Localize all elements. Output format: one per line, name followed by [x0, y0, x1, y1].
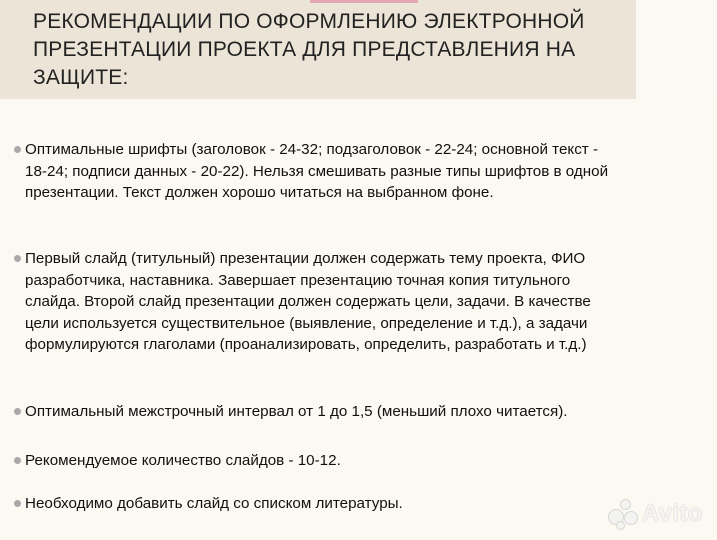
list-item	[14, 493, 614, 515]
list-item	[14, 139, 614, 204]
bullet-icon	[14, 146, 21, 153]
watermark-text: Avito	[642, 500, 703, 527]
bullet-icon	[14, 255, 21, 262]
avito-logo-icon	[608, 499, 638, 529]
list-item	[14, 450, 614, 472]
list-item	[14, 248, 614, 356]
list-item-text: Первый слайд (титульный) презентации должен содержать тему проекта, ФИО разработчика, наставника. Завершает презентацию точная копия титульного слайда. Второй слайд презентации должен содержать цели, задачи. В качестве цели используется существительное (выявление, определение и т.д.), а задачи формулируются глаголами (проанализировать, определить, разработать и т.д.)	[25, 250, 591, 353]
list-item-text: Оптимальные шрифты (заголовок - 24-32; подзаголовок - 22-24; основной текст - 18-24; подписи данных - 20-22). Нельзя смешивать разные типы шрифтов в одной презентации. Текст должен хорошо читаться на выбранном фоне.	[25, 141, 609, 201]
bullet-icon	[14, 500, 21, 507]
top-accent-bar	[310, 0, 418, 3]
slide-title: РЕКОМЕНДАЦИИ ПО ОФОРМЛЕНИЮ ЭЛЕКТРОННОЙ ПРЕЗЕНТАЦИИ ПРОЕКТА ДЛЯ ПРЕДСТАВЛЕНИЯ НА ЗАЩИТЕ:	[33, 10, 585, 89]
list-item	[14, 401, 614, 423]
list-item-text: Оптимальный межстрочный интервал от 1 до 1,5 (меньший плохо читается).	[25, 403, 568, 420]
list-item-text: Необходимо добавить слайд со списком литературы.	[25, 495, 403, 512]
bullet-icon	[14, 408, 21, 415]
bullet-icon	[14, 457, 21, 464]
list-item-text: Рекомендуемое количество слайдов - 10-12.	[25, 452, 341, 469]
avito-watermark	[608, 496, 703, 532]
